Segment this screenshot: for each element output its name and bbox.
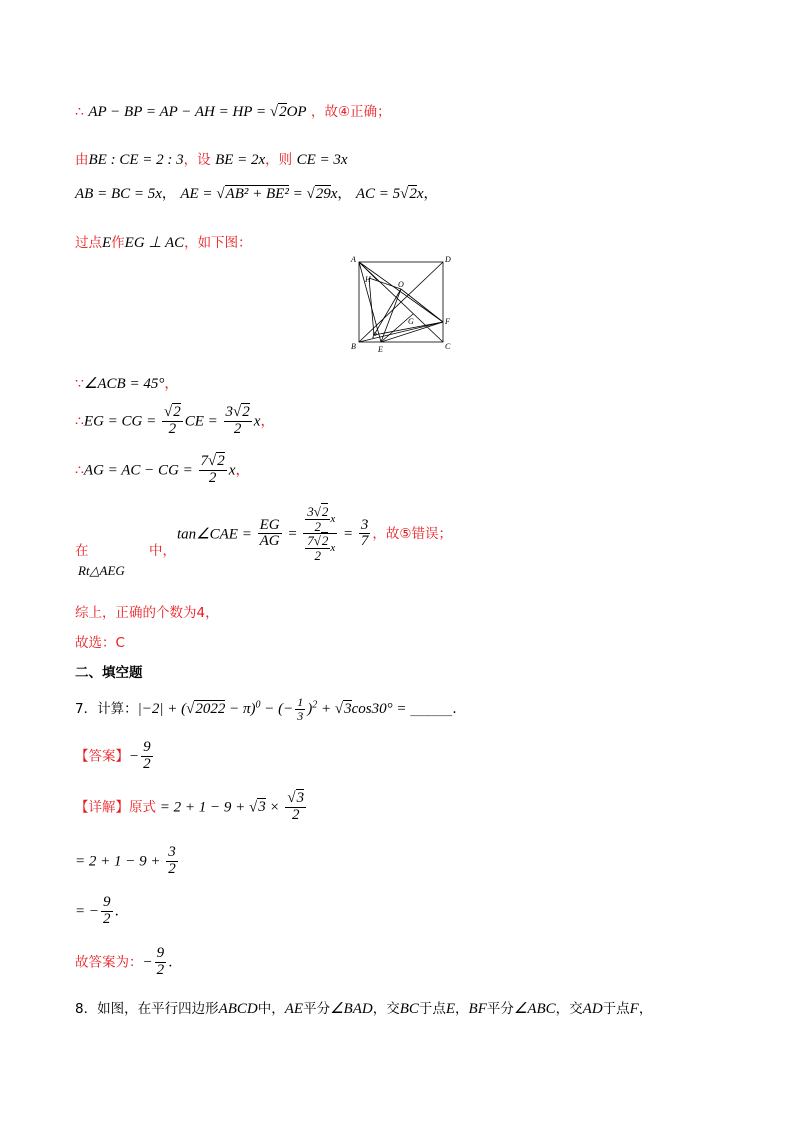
expression: = −	[75, 903, 99, 920]
fraction-3-over-7: $\frac{3}{7}$	[360, 516, 369, 550]
line-7	[75, 454, 249, 487]
separator: ，	[164, 376, 179, 392]
sqrt-2: √2	[269, 104, 287, 120]
label-o: O	[398, 280, 404, 289]
ag-eq: AG = AC − CG =	[83, 462, 197, 479]
ad: AD	[582, 1001, 603, 1017]
ae: AE	[284, 1001, 304, 1017]
question-7	[75, 696, 457, 722]
label-p: P	[372, 331, 377, 340]
x-var: x	[228, 462, 236, 479]
fraction-sqrt3-over-2: $\frac{√3}{2}$	[287, 790, 305, 823]
q8-text: 平分	[486, 1001, 514, 1017]
label-g: G	[408, 317, 414, 326]
fraction-9-over-2: $\frac{9}{2}$	[103, 894, 111, 927]
label-h: H	[365, 275, 371, 284]
line-1	[75, 100, 391, 121]
separator: ，	[235, 462, 250, 479]
fraction-1-over-3: $\frac{1}{3}$	[297, 695, 304, 723]
plus-open: + (	[163, 701, 187, 718]
point-e: E	[445, 1001, 456, 1017]
step-1	[75, 845, 180, 878]
bf: BF	[468, 1001, 487, 1017]
ce-value: CE = 3x	[296, 152, 348, 168]
ce-eq: CE =	[184, 413, 222, 430]
sqrt-3: √3	[334, 701, 352, 718]
because-symbol: ∵	[75, 376, 84, 392]
fraction-3-over-2: $\frac{3}{2}$	[168, 844, 176, 877]
x-var: x	[253, 413, 261, 430]
line-9: 综上，正确的个数为4，	[75, 605, 219, 621]
text-make: 作	[111, 235, 125, 251]
angle-bad: ∠BAD	[330, 1001, 373, 1017]
fraction-sqrt2-over-2: $\frac{√2}{2}$	[164, 404, 181, 437]
final-answer	[75, 946, 173, 979]
period: .	[452, 701, 457, 718]
text-see-figure: ，如下图：	[184, 235, 252, 251]
q8-text: 于点	[418, 1001, 446, 1017]
minus-pi: − π)	[225, 701, 256, 718]
fraction-9-over-2: $\frac{9}{2}$	[143, 739, 151, 772]
fraction-9-over-2: $\frac{9}{2}$	[156, 945, 165, 978]
text-set: ，设	[183, 152, 211, 168]
abs-value: |−2|	[137, 701, 164, 718]
label-c: C	[445, 342, 451, 351]
question-number: 7．计算：	[75, 701, 138, 718]
final-label: 故答案为：	[75, 954, 143, 971]
therefore-symbol: ∴	[75, 462, 84, 479]
ae-sqrt: √AB² + BE²	[216, 186, 289, 202]
ac-label: AC = 5	[355, 186, 401, 202]
line-4	[75, 231, 252, 252]
angle-abc: ∠ABC	[513, 1001, 556, 1017]
equals: =	[288, 186, 307, 202]
q8-text: 于点	[602, 1001, 630, 1017]
ae-label: AE =	[180, 186, 217, 202]
step-2	[75, 895, 119, 928]
exponent-0: 0	[255, 699, 261, 711]
q8-text: ，交	[555, 1001, 583, 1017]
answer-line	[75, 740, 155, 773]
fraction-3sqrt2-over-2: $\frac{3√2}{2}$	[225, 404, 250, 437]
label-e: E	[378, 345, 383, 354]
therefore-symbol: ∴	[75, 104, 84, 120]
abcd: ABCD	[218, 1001, 258, 1017]
ab-bc-value: AB = BC = 5x	[75, 186, 162, 202]
cos-30: cos30° =	[351, 701, 411, 718]
fraction-7sqrt2-over-2: $\frac{7√2}{2}$	[200, 453, 225, 486]
text-you: 由	[75, 152, 89, 168]
eg-cg-eq: EG = CG =	[83, 413, 160, 430]
text-through-point: 过点	[75, 235, 102, 251]
expression: = 2 + 1 − 9 +	[156, 799, 249, 816]
equals: =	[283, 525, 302, 542]
bc: BC	[399, 1001, 419, 1017]
period: .	[114, 903, 119, 920]
line-6	[75, 405, 274, 438]
sqrt-3: √3	[249, 799, 266, 816]
line-10: 故选：C	[75, 635, 125, 651]
be-value: BE = 2x	[215, 152, 266, 168]
minus-open: − (−	[260, 701, 294, 718]
line-3	[75, 183, 438, 203]
geometry-figure	[350, 254, 455, 354]
text-middle: 中，	[149, 543, 176, 559]
complex-fraction: $\frac{3√2}{2}$ x $\frac{7√2}{2}$ x	[303, 505, 337, 563]
line-2	[75, 148, 348, 169]
sqrt-2022: √2022	[186, 701, 226, 718]
ae-result-sqrt: √29	[306, 186, 331, 202]
question-8	[75, 997, 652, 1018]
conclusion-4-correct: ，故④正确；	[311, 104, 391, 120]
minus-sign: −	[142, 954, 153, 971]
section-heading: 二、填空题	[75, 665, 143, 681]
text-then: ，则	[265, 152, 293, 168]
plus: +	[317, 701, 335, 718]
triangle-aeg: Rt△AEG	[78, 563, 125, 578]
close-paren: )	[307, 701, 313, 718]
point-e: E	[102, 235, 112, 251]
q8-text: 平分	[303, 1001, 331, 1017]
answer-label: 【答案】	[75, 748, 129, 765]
separator: ，	[260, 413, 275, 430]
answer-blank: ______	[410, 701, 453, 718]
x-var: x	[330, 186, 338, 202]
label-f: F	[445, 317, 450, 326]
separator: ，	[423, 186, 438, 202]
label-a: A	[351, 255, 356, 264]
q8-text: ，	[455, 1001, 469, 1017]
formula-ap-bp: AP − BP = AP − AH = HP =	[88, 104, 270, 120]
times: ×	[265, 799, 284, 816]
therefore-symbol: ∴	[75, 413, 84, 430]
expression: = 2 + 1 − 9 +	[75, 853, 165, 870]
ac-sqrt: √2	[400, 186, 417, 202]
point-f: F	[629, 1001, 639, 1017]
separator: ，	[161, 186, 176, 202]
separator: ，	[337, 186, 352, 202]
line-5	[75, 373, 178, 393]
tan-cae: tan∠CAE =	[177, 526, 256, 543]
detail-line	[75, 791, 308, 824]
eg-perp-ac: EG ⊥ AC	[124, 235, 185, 251]
q8-text: 8．如图，在平行四边形	[75, 1001, 219, 1017]
equals: =	[339, 525, 357, 542]
tan-expression	[177, 505, 452, 563]
conclusion-5-wrong: ，故⑤错误；	[372, 525, 452, 542]
exponent-2: 2	[312, 699, 318, 711]
op-label: OP	[286, 104, 307, 120]
ratio-be-ce: BE : CE = 2 : 3	[88, 152, 184, 168]
minus-sign: −	[129, 748, 140, 765]
q8-text: 中，	[257, 1001, 285, 1017]
fraction-eg-ag: $\frac{EG}{AG}$	[259, 516, 280, 550]
label-d: D	[445, 255, 451, 264]
x-var: x	[416, 186, 424, 202]
period: .	[168, 954, 173, 971]
label-b: B	[351, 342, 356, 351]
text-in: 在	[75, 543, 89, 559]
q8-text: ，交	[372, 1001, 400, 1017]
detail-label: 【详解】原式	[75, 799, 156, 816]
q8-text: ，	[638, 1001, 653, 1017]
angle-acb: ∠ACB = 45°	[83, 376, 165, 392]
